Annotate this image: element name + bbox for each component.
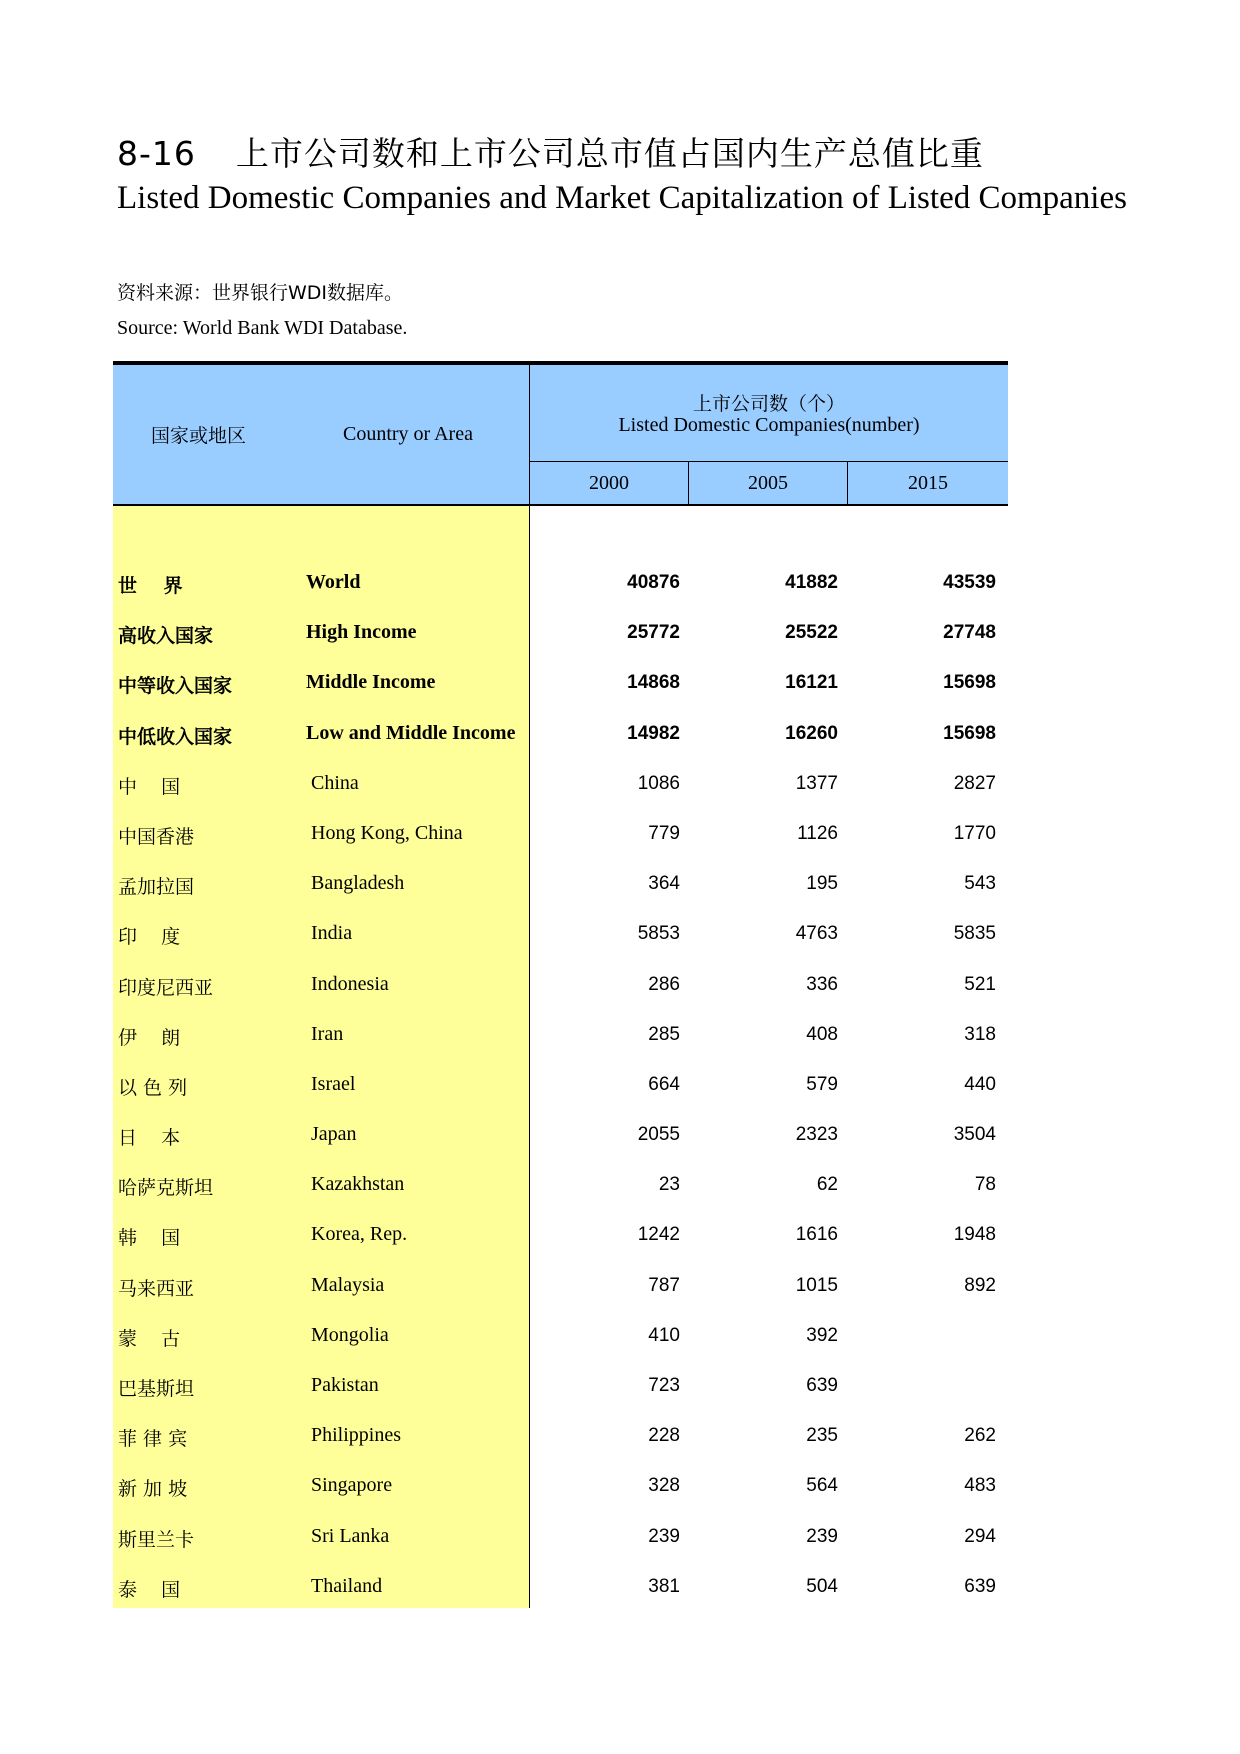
value-2000: 228 [648, 1425, 680, 1447]
country-name-en: Philippines [311, 1424, 402, 1447]
country-name-en: Kazakhstan [311, 1173, 405, 1196]
page-title-en: Listed Domestic Companies and Market Capitalization of Listed Companies [117, 180, 1127, 216]
country-name-cn: 中低收入国家 [118, 725, 233, 748]
country-name-en: Malaysia [311, 1273, 385, 1296]
title-cn-text: 上市公司数和上市公司总市值占国内生产总值比重 [235, 134, 984, 173]
table-row [113, 909, 1008, 959]
header-year-2000: 2000 [530, 462, 689, 504]
table-row [113, 1411, 1008, 1461]
value-2000: 5853 [637, 923, 680, 945]
value-2000: 2055 [637, 1124, 680, 1146]
value-2015: 262 [964, 1425, 996, 1447]
value-2015: 15698 [943, 722, 996, 744]
table-row [113, 608, 1008, 658]
value-2015: 27748 [943, 622, 996, 644]
value-2015: 43539 [943, 572, 996, 593]
table-row [113, 960, 1008, 1010]
country-name-en: High Income [306, 621, 417, 644]
value-2000: 23 [658, 1174, 680, 1196]
table-row [113, 759, 1008, 809]
value-2005: 25522 [785, 622, 838, 644]
country-name-en: Pakistan [311, 1374, 379, 1396]
table-rows [113, 558, 1008, 1612]
value-2015: 3504 [953, 1124, 996, 1146]
table-body [113, 506, 1008, 1608]
country-name-cn: 泰 国 [118, 1578, 181, 1601]
value-2005: 408 [806, 1023, 838, 1045]
country-name-en: Mongolia [311, 1323, 389, 1346]
country-name-en: Japan [311, 1123, 357, 1146]
header-group-en: Listed Domestic Companies(number) [618, 414, 920, 436]
country-name-cn: 日 本 [118, 1127, 181, 1150]
country-name-cn: 新 加 坡 [118, 1478, 188, 1501]
table-row [113, 1060, 1008, 1110]
country-name-en: Middle Income [306, 671, 436, 694]
country-name-cn: 印度尼西亚 [118, 976, 214, 999]
country-name-en: Bangladesh [311, 872, 405, 895]
table-row [113, 1361, 1008, 1411]
country-name-en: Low and Middle Income [306, 721, 516, 744]
table-row [113, 1311, 1008, 1361]
country-name-en: Sri Lanka [311, 1524, 390, 1547]
country-name-cn: 世 界 [118, 575, 183, 597]
value-2000: 285 [648, 1023, 680, 1045]
table-row [113, 1010, 1008, 1060]
value-2015: 483 [964, 1475, 996, 1497]
table-row [113, 1512, 1008, 1562]
country-name-en: Hong Kong, China [311, 821, 463, 844]
header-year-2005: 2005 [689, 462, 848, 504]
value-2015: 639 [964, 1575, 996, 1597]
value-2000: 779 [648, 822, 680, 844]
table-row [113, 1461, 1008, 1511]
country-name-cn: 斯里兰卡 [118, 1528, 195, 1551]
table-row [113, 1210, 1008, 1260]
value-2005: 4763 [795, 923, 838, 945]
country-name-cn: 中 国 [118, 775, 181, 798]
value-2000: 664 [648, 1073, 680, 1095]
value-2005: 16121 [785, 672, 838, 694]
value-2015: 440 [964, 1073, 996, 1095]
value-2005: 1616 [795, 1224, 838, 1246]
country-name-cn: 巴基斯坦 [118, 1378, 195, 1400]
value-2015: 2827 [953, 772, 996, 794]
country-name-cn: 菲 律 宾 [118, 1428, 188, 1451]
country-name-cn: 蒙 古 [118, 1327, 181, 1350]
country-name-en: Korea, Rep. [311, 1223, 408, 1246]
value-2015: 15698 [943, 672, 996, 694]
value-2000: 14868 [627, 672, 680, 694]
data-table [113, 361, 1008, 1608]
value-2000: 286 [648, 973, 680, 995]
country-name-cn: 高收入国家 [118, 625, 214, 648]
table-row [113, 1160, 1008, 1210]
value-2015: 5835 [953, 923, 996, 945]
value-2015: 892 [964, 1274, 996, 1296]
value-2005: 16260 [785, 722, 838, 744]
value-2005: 1377 [795, 772, 838, 794]
value-2015: 543 [964, 873, 996, 895]
value-2000: 14982 [627, 722, 680, 744]
value-2015: 1948 [953, 1224, 996, 1246]
table-row [113, 709, 1008, 759]
table-header [113, 365, 1008, 506]
value-2005: 564 [806, 1475, 838, 1497]
value-2005: 1015 [795, 1274, 838, 1296]
country-name-cn: 马来西亚 [118, 1277, 195, 1300]
header-years [530, 462, 1008, 504]
header-group-cn: 上市公司数（个） [692, 393, 845, 415]
value-2005: 41882 [785, 572, 838, 593]
country-name-cn: 中等收入国家 [118, 675, 233, 698]
table-row [113, 1562, 1008, 1612]
value-2005: 639 [806, 1375, 838, 1396]
value-2000: 40876 [627, 572, 680, 593]
table-row [113, 859, 1008, 909]
value-2005: 579 [806, 1073, 838, 1095]
country-name-cn: 韩 国 [118, 1227, 181, 1250]
value-2005: 195 [806, 873, 838, 895]
table-row [113, 658, 1008, 708]
table-row [113, 1261, 1008, 1311]
value-2000: 328 [648, 1475, 680, 1497]
value-2000: 410 [648, 1324, 680, 1346]
value-2000: 1242 [637, 1224, 680, 1246]
value-2015: 1770 [953, 822, 996, 844]
country-name-cn: 孟加拉国 [118, 876, 195, 899]
country-name-en: Israel [311, 1072, 356, 1095]
header-listed-companies [530, 365, 1008, 462]
value-2015: 294 [964, 1525, 996, 1547]
value-2005: 239 [806, 1525, 838, 1547]
header-country-en: Country or Area [343, 423, 473, 445]
country-name-cn: 哈萨克斯坦 [118, 1177, 214, 1200]
value-2015: 521 [964, 973, 996, 995]
country-name-cn: 以 色 列 [118, 1076, 188, 1099]
value-2000: 239 [648, 1525, 680, 1547]
value-2015: 318 [964, 1023, 996, 1045]
table-row [113, 1110, 1008, 1160]
value-2005: 235 [806, 1425, 838, 1447]
value-2000: 25772 [627, 622, 680, 644]
source-note-en: Source: World Bank WDI Database. [117, 317, 408, 339]
header-country-cn: 国家或地区 [151, 425, 247, 447]
value-2000: 364 [648, 873, 680, 895]
value-2005: 392 [806, 1324, 838, 1346]
header-year-2015: 2015 [908, 472, 948, 494]
value-2005: 62 [816, 1174, 838, 1196]
source-note-cn: 资料来源：世界银行WDI数据库。 [117, 282, 404, 304]
country-name-cn: 印 度 [118, 926, 181, 949]
value-2005: 2323 [795, 1124, 838, 1146]
value-2005: 504 [806, 1575, 838, 1597]
value-2000: 723 [648, 1375, 680, 1396]
country-name-en: China [311, 771, 359, 794]
value-2000: 787 [648, 1274, 680, 1296]
country-name-cn: 伊 朗 [118, 1026, 181, 1049]
country-name-en: Thailand [311, 1574, 383, 1597]
table-row [113, 558, 1008, 608]
value-2000: 1086 [637, 772, 680, 794]
country-name-cn: 中国香港 [118, 825, 195, 848]
value-2005: 1126 [797, 822, 838, 844]
header-country-cell [113, 365, 530, 504]
value-2000: 381 [648, 1575, 680, 1597]
value-2015: 78 [974, 1174, 996, 1196]
country-name-en: India [311, 922, 353, 945]
page-title [117, 128, 984, 175]
table-row [113, 809, 1008, 859]
table-number: 8-16 [117, 134, 196, 173]
country-name-en: Iran [311, 1022, 344, 1045]
country-name-en: World [306, 571, 361, 593]
value-2005: 336 [806, 973, 838, 995]
country-name-en: Indonesia [311, 972, 389, 995]
country-name-en: Singapore [311, 1474, 393, 1497]
